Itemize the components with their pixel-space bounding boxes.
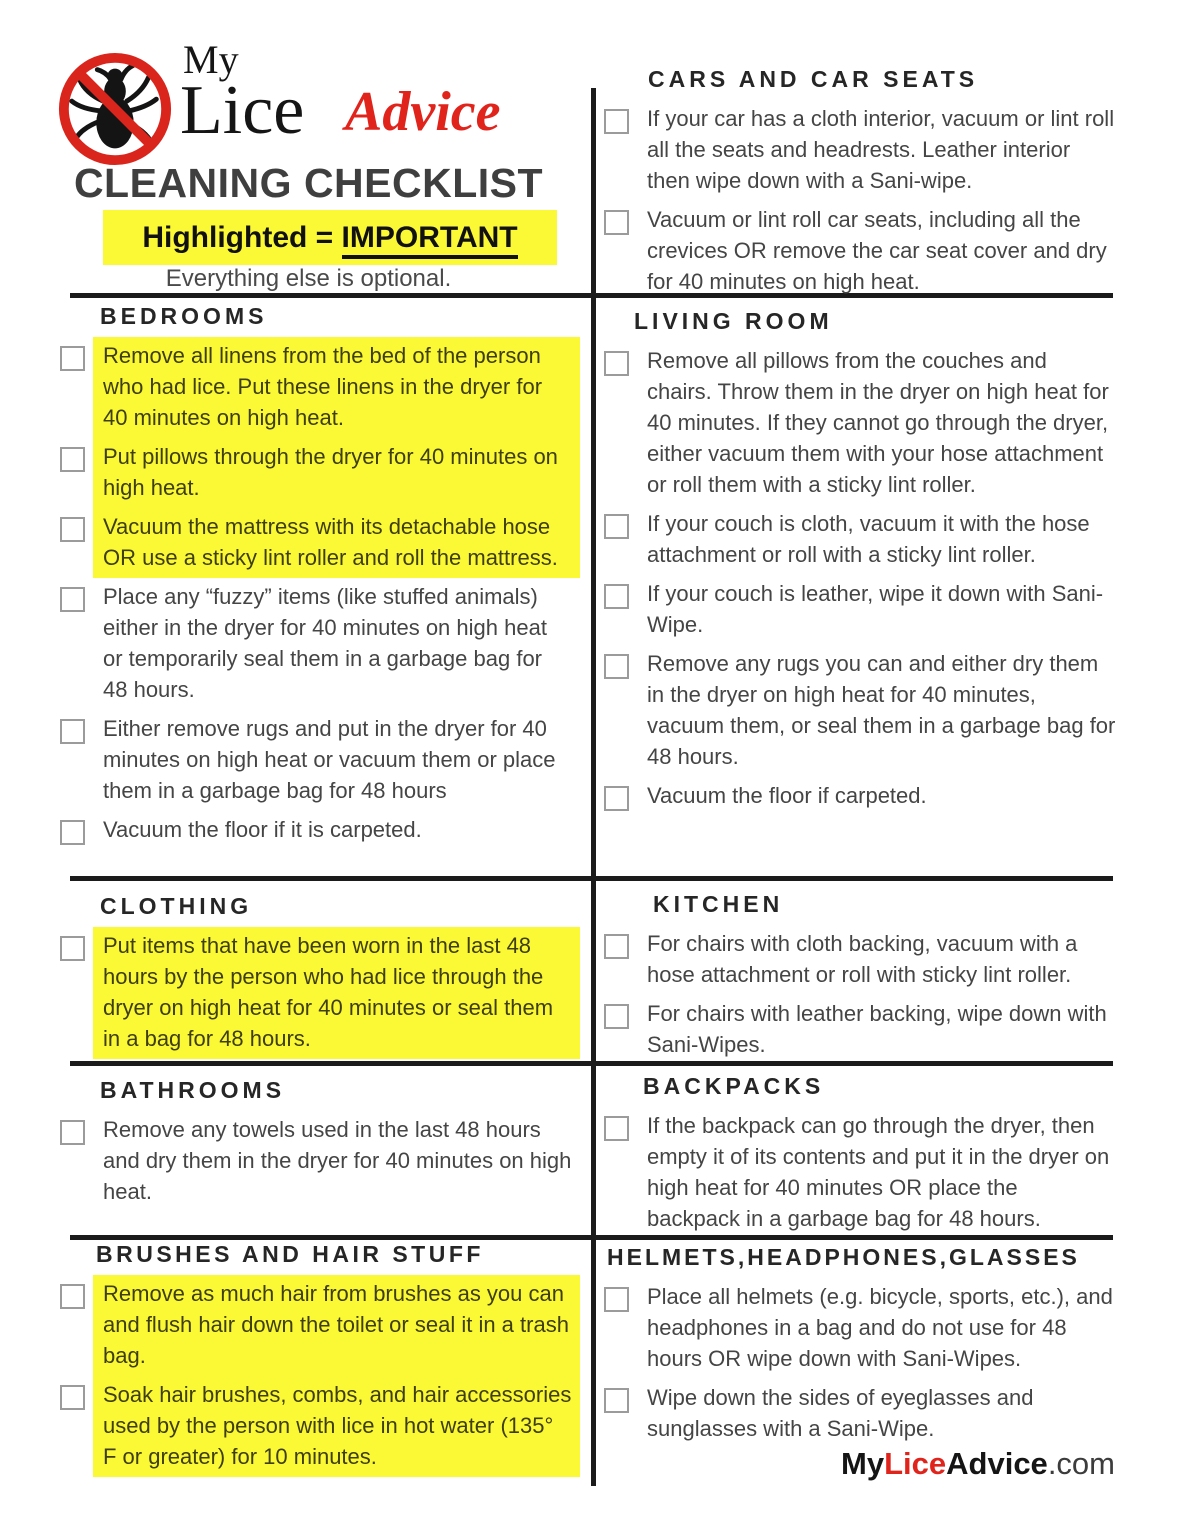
brand-word-lice: Lice	[180, 72, 305, 149]
checkbox[interactable]	[604, 109, 629, 134]
checklist-item-text: Vacuum the mattress with its detachable hose OR use a sticky lint roller and roll the mattress.	[93, 508, 580, 578]
checkbox[interactable]	[604, 210, 629, 235]
no-lice-icon	[56, 50, 174, 168]
checklist-item-text: For chairs with leather backing, wipe down with Sani-Wipes.	[647, 1001, 1107, 1057]
section-kitchen	[600, 891, 1124, 1065]
section-backpacks	[600, 1073, 1124, 1239]
checklist-item	[600, 575, 1124, 645]
checkbox[interactable]	[60, 1385, 85, 1410]
checklist-item-text: Wipe down the sides of eyeglasses and sunglasses with a Sani-Wipe.	[647, 1385, 1034, 1441]
section-title: HELMETS,HEADPHONES,GLASSES	[607, 1244, 1080, 1270]
checklist-item-text: Remove all linens from the bed of the person who had lice. Put these linens in the dryer for 40 minutes on high heat.	[93, 337, 580, 438]
checklist-item	[600, 342, 1124, 505]
checklist-item	[56, 1275, 580, 1376]
checkbox[interactable]	[604, 514, 629, 539]
checklist-item-text: Put pillows through the dryer for 40 minutes on high heat.	[93, 438, 580, 508]
legend-subnote: Everything else is optional.	[165, 265, 452, 292]
checkbox[interactable]	[604, 584, 629, 609]
checkbox[interactable]	[604, 1287, 629, 1312]
checklist-item-text: Remove any towels used in the last 48 hours and dry them in the dryer for 40 minutes on high heat.	[103, 1117, 572, 1204]
site-url-lice: Lice	[884, 1446, 947, 1481]
checkbox[interactable]	[604, 1388, 629, 1413]
section-living-room	[600, 308, 1124, 816]
site-url-my: My	[841, 1446, 885, 1481]
checkbox[interactable]	[604, 786, 629, 811]
checklist-item-text: If your car has a cloth interior, vacuum or lint roll all the seats and headrests. Leather interior then wipe down with a Sani-wipe.	[647, 106, 1115, 193]
section-brushes-and-hair-stuff	[56, 1241, 580, 1477]
checklist-item	[600, 1379, 1124, 1449]
site-url	[841, 1446, 1115, 1482]
section-title: BRUSHES AND HAIR STUFF	[96, 1241, 484, 1267]
checklist-item	[600, 925, 1124, 995]
checklist-item	[56, 337, 580, 438]
section-bathrooms	[56, 1077, 580, 1212]
checkbox[interactable]	[60, 820, 85, 845]
checklist-item-text: Put items that have been worn in the last 48 hours by the person who had lice through the dryer on high heat for 40 minutes or seal them in a bag for 48 hours.	[93, 927, 580, 1059]
checklist-item	[600, 777, 1124, 816]
checklist-item-text: If the backpack can go through the dryer, then empty it of its contents and put it in the dryer on high heat for 40 minutes OR place the backpack in a garbage bag for 48 hours.	[647, 1113, 1110, 1231]
section-title: KITCHEN	[653, 891, 784, 917]
checkbox[interactable]	[60, 587, 85, 612]
section-title: CLOTHING	[100, 893, 253, 919]
checklist-item-text: Remove all pillows from the couches and chairs. Throw them in the dryer on high heat for 40 minutes. If they cannot go through the dryer, either vacuum them with your hose attachment or roll them with a sticky lint roller.	[647, 348, 1109, 497]
checkbox[interactable]	[60, 936, 85, 961]
checklist-item-text: If your couch is leather, wipe it down with Sani-Wipe.	[647, 581, 1104, 637]
checklist-item	[56, 927, 580, 1059]
legend-prefix: Highlighted =	[142, 221, 342, 254]
checkbox[interactable]	[604, 351, 629, 376]
checklist-item	[56, 1376, 580, 1477]
page-title: CLEANING CHECKLIST	[73, 160, 544, 206]
checkbox[interactable]	[604, 654, 629, 679]
checklist-item	[56, 710, 580, 811]
checklist-item	[56, 508, 580, 578]
checklist-item	[600, 100, 1124, 201]
brand-word-my: My	[183, 37, 239, 82]
checkbox[interactable]	[604, 934, 629, 959]
checklist-item-text: Vacuum the floor if carpeted.	[647, 783, 927, 808]
checkbox[interactable]	[604, 1004, 629, 1029]
section-title: BACKPACKS	[643, 1073, 825, 1099]
checklist-item-text: Place any “fuzzy” items (like stuffed animals) either in the dryer for 40 minutes on high heat or temporarily seal them in a garbage bag for 48 hours.	[103, 584, 547, 702]
checklist-item	[600, 645, 1124, 777]
section-title: BEDROOMS	[100, 303, 268, 329]
checklist-item-text: If your couch is cloth, vacuum it with the hose attachment or roll with a sticky lint roller.	[647, 511, 1090, 567]
checklist-item-text: Vacuum the floor if it is carpeted.	[103, 817, 422, 842]
section-helmets-headphones-glasses	[600, 1244, 1124, 1449]
checklist-item	[56, 1111, 580, 1212]
section-cars-and-car-seats	[600, 66, 1124, 302]
checklist-item-text: Remove as much hair from brushes as you can and flush hair down the toilet or seal it in a trash bag.	[93, 1275, 580, 1376]
checklist-item-text: Soak hair brushes, combs, and hair accessories used by the person with lice in hot water (135° F or greater) for 10 minutes.	[93, 1376, 580, 1477]
brand-word-advice: Advice	[345, 81, 501, 143]
checklist-item-text: For chairs with cloth backing, vacuum with a hose attachment or roll with sticky lint roller.	[647, 931, 1078, 987]
checkbox[interactable]	[60, 447, 85, 472]
section-title: BATHROOMS	[100, 1077, 286, 1103]
highlight-legend	[103, 210, 557, 265]
checklist-item	[600, 505, 1124, 575]
checklist-item-text: Remove any rugs you can and either dry them in the dryer on high heat for 40 minutes, vacuum them, or seal them in a garbage bag for 48 hours.	[647, 651, 1116, 769]
checklist-item	[600, 1107, 1124, 1239]
checklist-item	[56, 578, 580, 710]
checkbox[interactable]	[604, 1116, 629, 1141]
checklist-item	[600, 201, 1124, 302]
checklist-item	[600, 995, 1124, 1065]
checkbox[interactable]	[60, 346, 85, 371]
checklist-item-text: Vacuum or lint roll car seats, including all the crevices OR remove the car seat cover and dry for 40 minutes on high heat.	[647, 207, 1107, 294]
section-clothing	[56, 893, 580, 1059]
legend-emphasis: IMPORTANT	[342, 221, 518, 259]
checklist-item	[56, 438, 580, 508]
site-url-tld: .com	[1047, 1446, 1115, 1481]
checkbox[interactable]	[60, 719, 85, 744]
site-url-advice: Advice	[946, 1446, 1048, 1481]
section-title: LIVING ROOM	[634, 308, 833, 334]
checklist-item	[600, 1278, 1124, 1379]
section-bedrooms	[56, 303, 580, 850]
checklist-item	[56, 811, 580, 850]
section-title: CARS AND CAR SEATS	[648, 66, 979, 92]
checkbox[interactable]	[60, 517, 85, 542]
checklist-item-text: Place all helmets (e.g. bicycle, sports, etc.), and headphones in a bag and do not use for 48 hours OR wipe down with Sani-Wipes.	[647, 1284, 1113, 1371]
column-divider	[591, 88, 596, 1486]
checkbox[interactable]	[60, 1120, 85, 1145]
checklist-item-text: Either remove rugs and put in the dryer for 40 minutes on high heat or vacuum them or place them in a garbage bag for 48 hours	[103, 716, 556, 803]
checkbox[interactable]	[60, 1284, 85, 1309]
